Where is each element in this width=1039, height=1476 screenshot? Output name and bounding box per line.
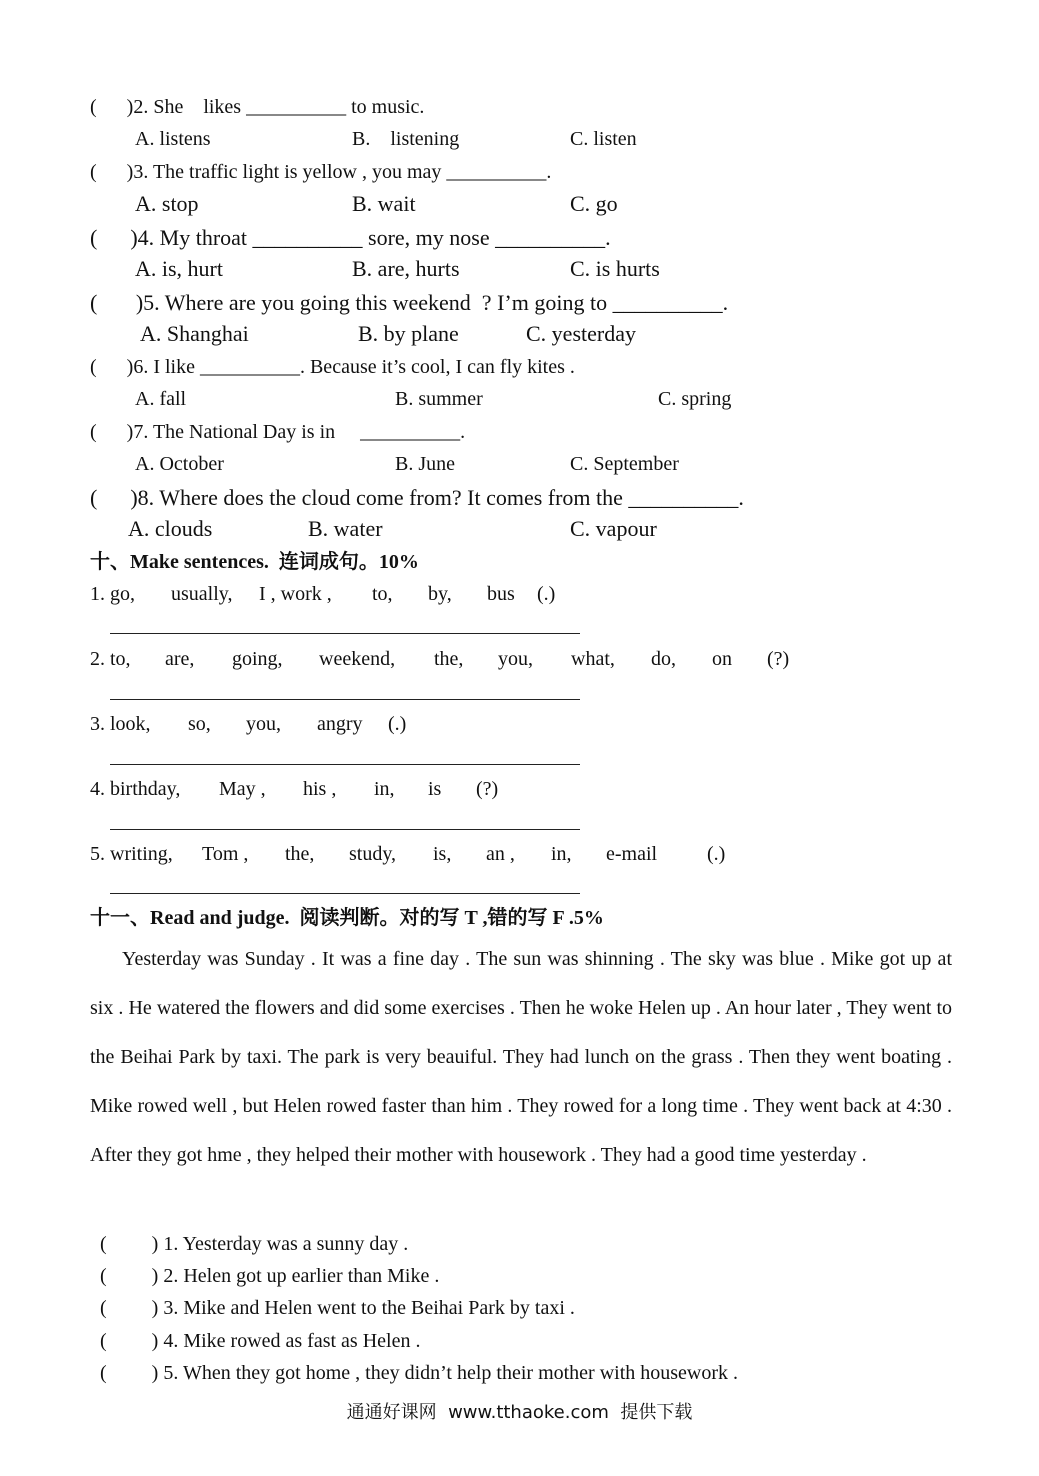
question-3-option-b: B. wait	[352, 191, 416, 216]
answer-line-4[interactable]	[110, 829, 580, 830]
reading-passage: Yesterday was Sunday . It was a fine day . The sun was shinning . The sky was blue . Mike got up at six . He watered the flowers and did some exercises . Then he woke Helen up . An hour later , They went to the Beihai Park by taxi. The park is very beauiful. They had lunch on the grass . Then they went boating . Mike rowed well , but Helen rowed faster than him . They rowed for a long time . They went back at 4:30 . After they got hme , they helped their mother with housework . They had a good time yesterday .	[90, 948, 952, 1166]
section-11-heading: 十一、Read and judge. 阅读判断。对的写 T ,错的写 F .5%	[90, 907, 604, 929]
judgement-item-4: ( ) 4. Mike rowed as fast as Helen .	[100, 1330, 421, 1352]
scrambled-word: I , work ,	[259, 583, 332, 605]
scrambled-word: angry	[317, 713, 363, 735]
section-10-heading: 十、Make sentences. 连词成句。10%	[90, 551, 419, 573]
scrambled-word: you,	[498, 648, 533, 670]
question-8-option-b: B. water	[308, 516, 383, 541]
scrambled-word: going,	[232, 648, 283, 670]
scrambled-word: on	[712, 648, 732, 670]
scrambled-word: the,	[434, 648, 464, 670]
scrambled-word: do,	[651, 648, 676, 670]
scrambled-word: e-mail	[606, 843, 658, 865]
question-6-option-b: B. summer	[395, 388, 483, 410]
question-7-option-b: B. June	[395, 453, 455, 475]
question-5-stem: ( )5. Where are you going this weekend ? I’m going to __________.	[90, 290, 729, 315]
answer-line-3[interactable]	[110, 764, 580, 765]
scrambled-word: by,	[428, 583, 452, 605]
scrambled-word: (.)	[707, 843, 726, 865]
judgement-item-5: ( ) 5. When they got home , they didn’t help their mother with housework .	[100, 1362, 739, 1384]
answer-line-5[interactable]	[110, 893, 580, 894]
scrambled-word: what,	[571, 648, 615, 670]
scrambled-word: the,	[285, 843, 315, 865]
scrambled-word: 2. to,	[90, 648, 131, 670]
question-3-stem: ( )3. The traffic light is yellow , you may __________.	[90, 161, 552, 183]
question-4-option-b: B. are, hurts	[352, 256, 460, 281]
question-6-stem: ( )6. I like __________. Because it’s cool, I can fly kites .	[90, 356, 575, 378]
scrambled-word: bus	[487, 583, 515, 605]
scrambled-word: is	[428, 778, 442, 800]
scrambled-word: in,	[374, 778, 395, 800]
scrambled-word: (?)	[767, 648, 790, 670]
scrambled-word: in,	[551, 843, 572, 865]
scrambled-word: usually,	[171, 583, 233, 605]
question-8-stem: ( )8. Where does the cloud come from? It comes from the __________.	[90, 485, 744, 510]
scrambled-word: an ,	[486, 843, 515, 865]
scrambled-word: weekend,	[319, 648, 396, 670]
question-2-option-a: A. listens	[135, 128, 211, 150]
judgement-item-3: ( ) 3. Mike and Helen went to the Beihai Park by taxi .	[100, 1297, 575, 1319]
question-2-option-c: C. listen	[570, 128, 637, 150]
answer-line-2[interactable]	[110, 699, 580, 700]
judgement-item-2: ( ) 2. Helen got up earlier than Mike .	[100, 1265, 440, 1287]
scrambled-word: 4. birthday,	[90, 778, 181, 800]
scrambled-word: Tom ,	[202, 843, 249, 865]
question-4-stem: ( )4. My throat __________ sore, my nose __________.	[90, 225, 611, 250]
question-3-option-a: A. stop	[135, 191, 199, 216]
scrambled-word: (.)	[537, 583, 556, 605]
scrambled-word: (.)	[388, 713, 407, 735]
question-6-option-a: A. fall	[135, 388, 187, 410]
scrambled-word: 1. go,	[90, 583, 135, 605]
question-8-option-a: A. clouds	[128, 516, 213, 541]
judgement-item-1: ( ) 1. Yesterday was a sunny day .	[100, 1233, 409, 1255]
answer-line-1[interactable]	[110, 633, 580, 634]
scrambled-word: you,	[246, 713, 281, 735]
scrambled-word: study,	[349, 843, 397, 865]
question-5-option-c: C. yesterday	[526, 321, 636, 346]
question-7-stem: ( )7. The National Day is in __________.	[90, 421, 466, 443]
scrambled-word: to,	[372, 583, 393, 605]
question-4-option-a: A. is, hurt	[135, 256, 223, 281]
question-5-option-b: B. by plane	[358, 321, 459, 346]
question-6-option-c: C. spring	[658, 388, 732, 410]
question-4-option-c: C. is hurts	[570, 256, 660, 281]
question-5-option-a: A. Shanghai	[140, 321, 249, 346]
scrambled-word: 5. writing,	[90, 843, 173, 865]
question-7-option-c: C. September	[570, 453, 679, 475]
question-2-option-b: B. listening	[352, 128, 460, 150]
scrambled-word: 3. look,	[90, 713, 151, 735]
scrambled-word: May ,	[219, 778, 266, 800]
scrambled-word: is,	[433, 843, 452, 865]
question-2-stem: ( )2. She likes __________ to music.	[90, 96, 425, 118]
question-3-option-c: C. go	[570, 191, 618, 216]
scrambled-word: are,	[165, 648, 195, 670]
scrambled-word: (?)	[476, 778, 499, 800]
question-7-option-a: A. October	[135, 453, 224, 475]
scrambled-word: so,	[188, 713, 211, 735]
scrambled-word: his ,	[303, 778, 337, 800]
question-8-option-c: C. vapour	[570, 516, 657, 541]
page-footer: 通通好课网 www.tthaoke.com 提供下载	[346, 1402, 693, 1423]
